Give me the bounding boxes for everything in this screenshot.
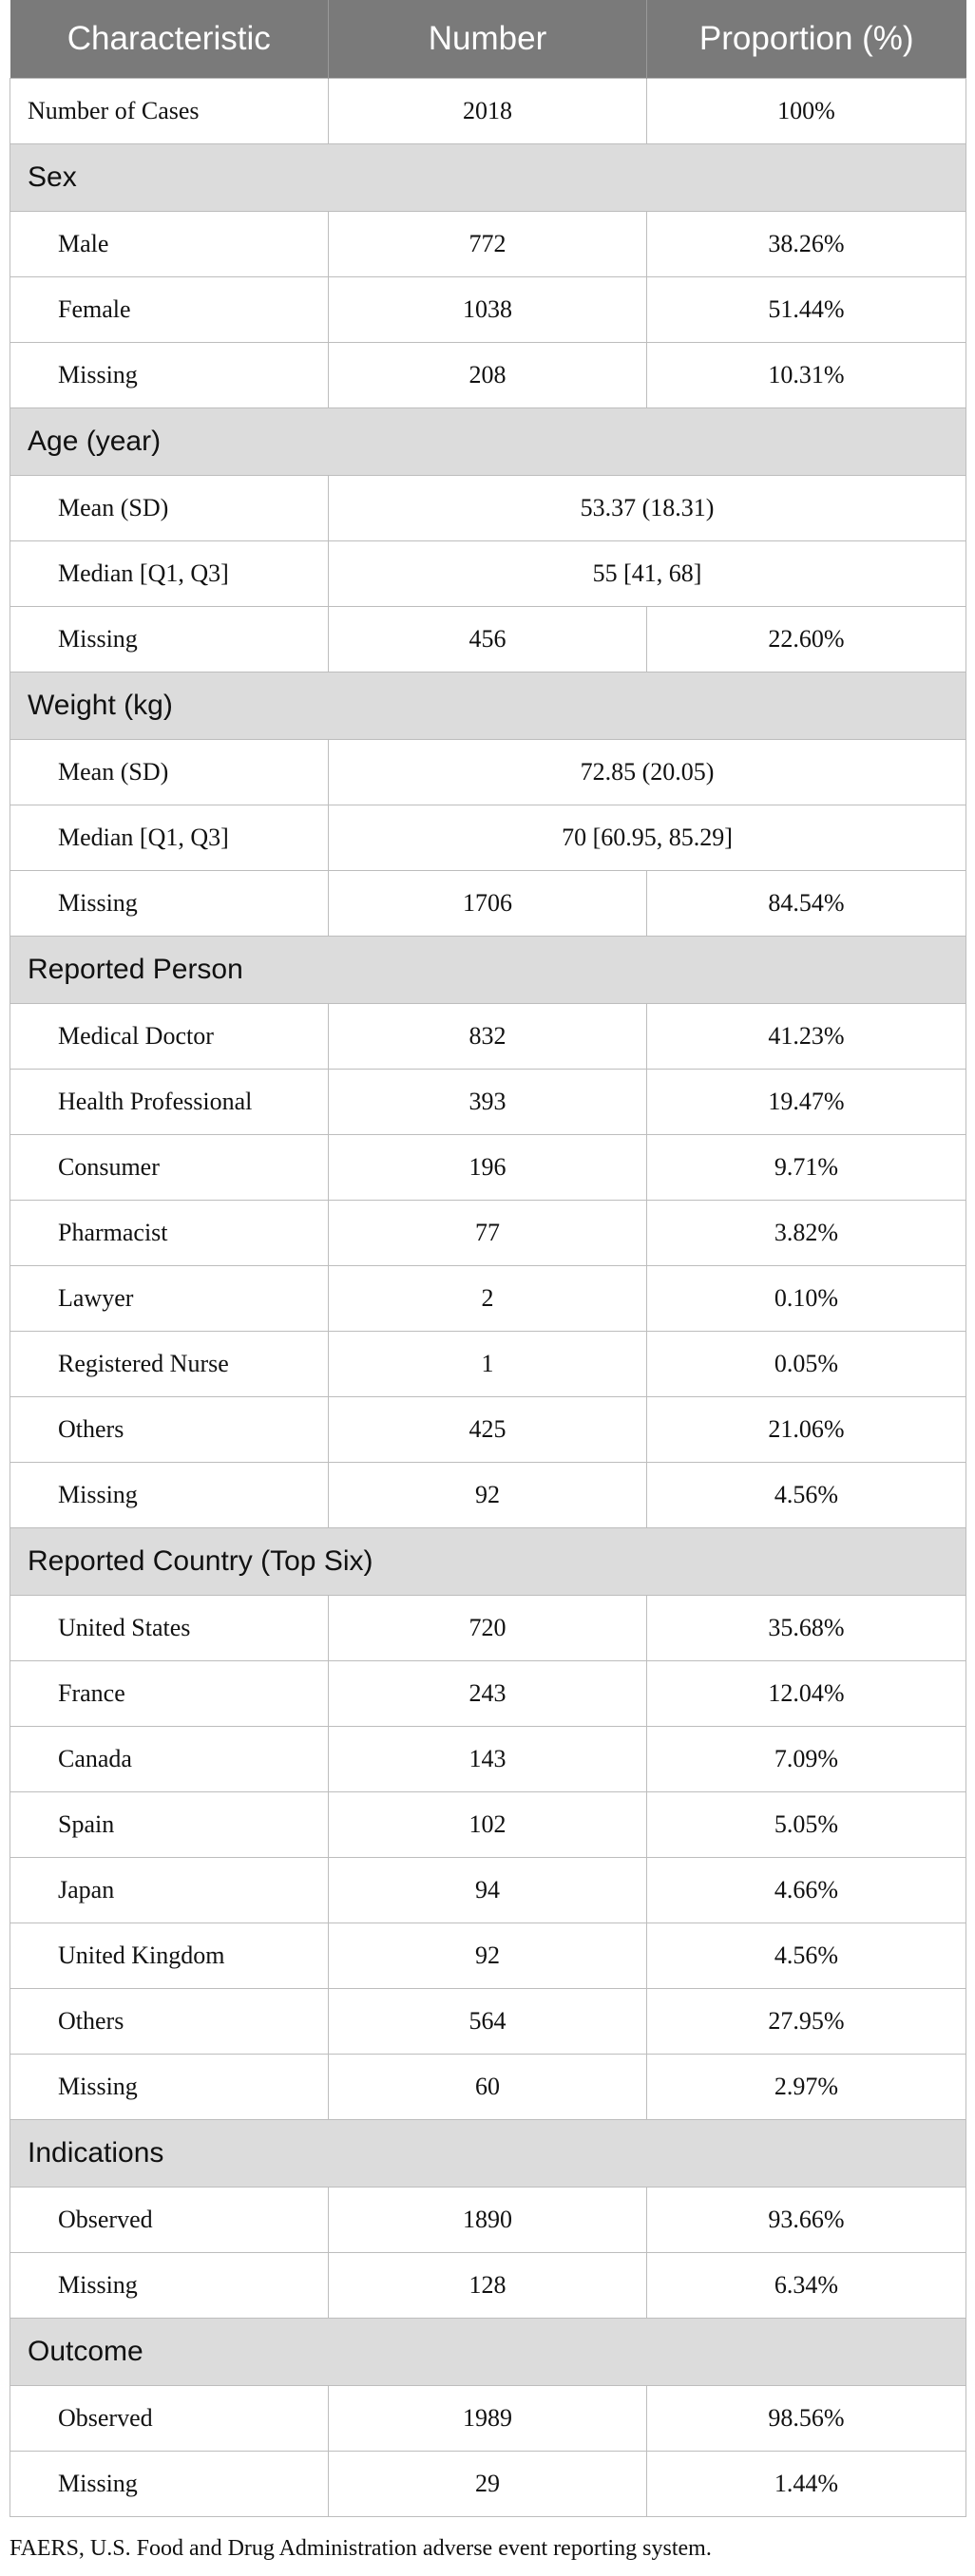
section-label: Age (year) <box>10 408 966 476</box>
section-row <box>10 1528 966 1596</box>
table-row <box>10 2386 966 2452</box>
header-proportion: Proportion (%) <box>647 0 966 79</box>
row-number: 456 <box>329 607 647 672</box>
row-label: Missing <box>10 607 329 672</box>
section-row <box>10 408 966 476</box>
row-number: 1 <box>329 1332 647 1397</box>
row-number: 60 <box>329 2055 647 2120</box>
row-proportion: 4.66% <box>647 1858 966 1923</box>
table-row <box>10 1463 966 1528</box>
row-proportion: 5.05% <box>647 1792 966 1858</box>
row-number: 77 <box>329 1201 647 1266</box>
row-label: Medical Doctor <box>10 1004 329 1070</box>
row-proportion: 51.44% <box>647 277 966 343</box>
row-proportion: 93.66% <box>647 2188 966 2253</box>
row-proportion: 9.71% <box>647 1135 966 1201</box>
row-number: 29 <box>329 2452 647 2517</box>
row-label: United States <box>10 1596 329 1661</box>
table-row <box>10 740 966 805</box>
table-row <box>10 1397 966 1463</box>
row-proportion: 84.54% <box>647 871 966 937</box>
row-value: 55 [41, 68] <box>329 541 966 607</box>
row-number: 832 <box>329 1004 647 1070</box>
row-label: Mean (SD) <box>10 476 329 541</box>
row-proportion: 22.60% <box>647 607 966 672</box>
table-row <box>10 1201 966 1266</box>
table-row <box>10 871 966 937</box>
row-label: Missing <box>10 871 329 937</box>
table-row <box>10 1332 966 1397</box>
row-proportion: 21.06% <box>647 1397 966 1463</box>
row-label: Japan <box>10 1858 329 1923</box>
row-number: 102 <box>329 1792 647 1858</box>
row-number: 1038 <box>329 277 647 343</box>
row-label: Mean (SD) <box>10 740 329 805</box>
section-row <box>10 2319 966 2386</box>
table-row <box>10 1266 966 1332</box>
row-label: Missing <box>10 2055 329 2120</box>
table-row <box>10 1727 966 1792</box>
row-proportion: 98.56% <box>647 2386 966 2452</box>
row-proportion: 4.56% <box>647 1463 966 1528</box>
row-number: 92 <box>329 1463 647 1528</box>
table-row <box>10 1989 966 2055</box>
section-label: Reported Person <box>10 937 966 1004</box>
row-label: Number of Cases <box>10 79 329 144</box>
table-row <box>10 277 966 343</box>
row-number: 1890 <box>329 2188 647 2253</box>
row-number: 564 <box>329 1989 647 2055</box>
table-row <box>10 2055 966 2120</box>
row-label: Male <box>10 212 329 277</box>
row-number: 1989 <box>329 2386 647 2452</box>
row-label: Median [Q1, Q3] <box>10 541 329 607</box>
row-label: Canada <box>10 1727 329 1792</box>
row-value: 53.37 (18.31) <box>329 476 966 541</box>
row-label: Spain <box>10 1792 329 1858</box>
row-proportion: 38.26% <box>647 212 966 277</box>
row-label: Health Professional <box>10 1070 329 1135</box>
row-number: 143 <box>329 1727 647 1792</box>
row-number: 2 <box>329 1266 647 1332</box>
table-row <box>10 1596 966 1661</box>
table-row <box>10 1004 966 1070</box>
row-label: Missing <box>10 343 329 408</box>
table-row <box>10 79 966 144</box>
row-number: 94 <box>329 1858 647 1923</box>
table-row <box>10 1923 966 1989</box>
row-label: Missing <box>10 2452 329 2517</box>
row-proportion: 35.68% <box>647 1596 966 1661</box>
table-row <box>10 1792 966 1858</box>
row-label: Observed <box>10 2188 329 2253</box>
table-container <box>10 0 965 2517</box>
characteristics-table <box>10 0 966 2517</box>
section-label: Outcome <box>10 2319 966 2386</box>
table-row <box>10 476 966 541</box>
row-proportion: 12.04% <box>647 1661 966 1727</box>
table-row <box>10 1661 966 1727</box>
row-proportion: 3.82% <box>647 1201 966 1266</box>
row-number: 243 <box>329 1661 647 1727</box>
row-proportion: 1.44% <box>647 2452 966 2517</box>
row-proportion: 0.05% <box>647 1332 966 1397</box>
row-proportion: 19.47% <box>647 1070 966 1135</box>
row-number: 2018 <box>329 79 647 144</box>
row-proportion: 6.34% <box>647 2253 966 2319</box>
row-label: France <box>10 1661 329 1727</box>
header-number: Number <box>329 0 647 79</box>
table-row <box>10 212 966 277</box>
row-label: Female <box>10 277 329 343</box>
row-value: 72.85 (20.05) <box>329 740 966 805</box>
row-number: 196 <box>329 1135 647 1201</box>
row-number: 128 <box>329 2253 647 2319</box>
row-number: 425 <box>329 1397 647 1463</box>
section-row <box>10 672 966 740</box>
row-number: 92 <box>329 1923 647 1989</box>
row-proportion: 2.97% <box>647 2055 966 2120</box>
row-number: 208 <box>329 343 647 408</box>
table-row <box>10 1070 966 1135</box>
table-row <box>10 2253 966 2319</box>
section-row <box>10 144 966 212</box>
row-label: Lawyer <box>10 1266 329 1332</box>
row-proportion: 10.31% <box>647 343 966 408</box>
table-row <box>10 805 966 871</box>
table-row <box>10 343 966 408</box>
row-number: 1706 <box>329 871 647 937</box>
row-label: Others <box>10 1989 329 2055</box>
header-row <box>10 0 966 79</box>
row-proportion: 27.95% <box>647 1989 966 2055</box>
table-row <box>10 607 966 672</box>
row-label: United Kingdom <box>10 1923 329 1989</box>
row-label: Pharmacist <box>10 1201 329 1266</box>
section-row <box>10 2120 966 2188</box>
row-proportion: 0.10% <box>647 1266 966 1332</box>
table-row <box>10 2188 966 2253</box>
row-label: Missing <box>10 1463 329 1528</box>
row-proportion: 41.23% <box>647 1004 966 1070</box>
section-label: Reported Country (Top Six) <box>10 1528 966 1596</box>
row-proportion: 7.09% <box>647 1727 966 1792</box>
row-label: Registered Nurse <box>10 1332 329 1397</box>
row-number: 772 <box>329 212 647 277</box>
section-label: Sex <box>10 144 966 212</box>
row-label: Median [Q1, Q3] <box>10 805 329 871</box>
table-row <box>10 1858 966 1923</box>
table-row <box>10 541 966 607</box>
row-label: Observed <box>10 2386 329 2452</box>
row-value: 70 [60.95, 85.29] <box>329 805 966 871</box>
row-label: Consumer <box>10 1135 329 1201</box>
section-row <box>10 937 966 1004</box>
header-characteristic: Characteristic <box>10 0 329 79</box>
footnote: FAERS, U.S. Food and Drug Administration adverse event reporting system. <box>10 2536 712 2561</box>
section-label: Weight (kg) <box>10 672 966 740</box>
row-proportion: 4.56% <box>647 1923 966 1989</box>
row-label: Others <box>10 1397 329 1463</box>
row-proportion: 100% <box>647 79 966 144</box>
row-number: 393 <box>329 1070 647 1135</box>
row-label: Missing <box>10 2253 329 2319</box>
table-row <box>10 2452 966 2517</box>
section-label: Indications <box>10 2120 966 2188</box>
table-body <box>10 79 966 2517</box>
table-row <box>10 1135 966 1201</box>
row-number: 720 <box>329 1596 647 1661</box>
